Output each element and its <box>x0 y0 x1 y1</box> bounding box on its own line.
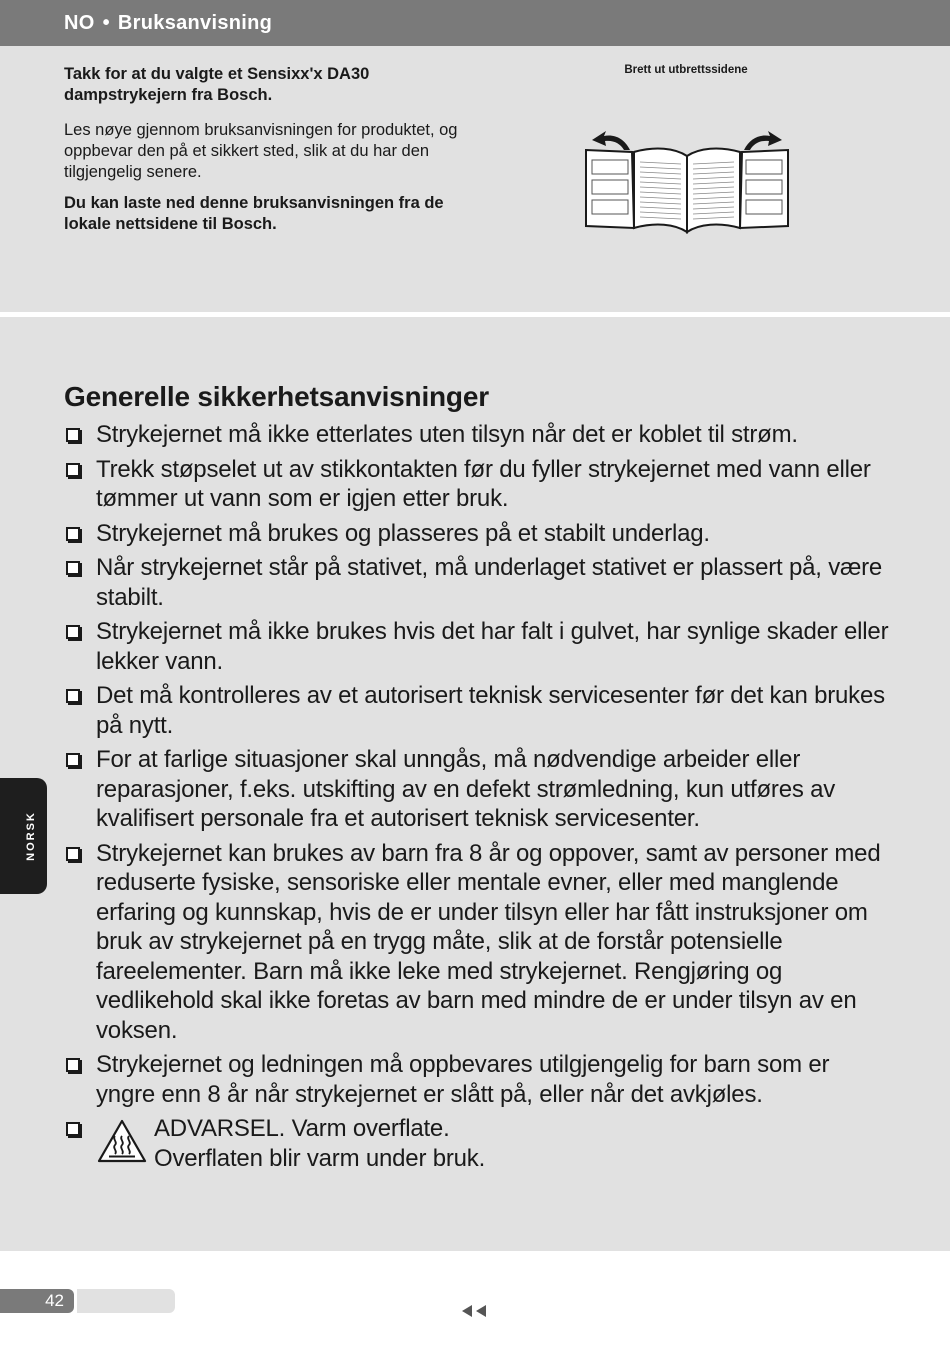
language-side-tab <box>0 778 47 894</box>
checkbox-icon <box>66 561 80 575</box>
fold-out-caption: Brett ut utbrettssidene <box>624 64 748 76</box>
intro-text-column <box>64 64 484 249</box>
warning-line-2: Overflaten blir varm under bruk. <box>154 1144 486 1172</box>
header-bar <box>0 0 950 46</box>
page-bar <box>77 1289 175 1313</box>
safety-list <box>64 420 894 1178</box>
intro-panel <box>0 46 950 312</box>
checkbox-icon <box>66 625 80 639</box>
list-item-text: Strykejernet må brukes og plasseres på et stabilt underlag. <box>96 519 710 547</box>
intro-thanks: Takk for at du valgte et Sensixx'x DA30 dampstrykejern fra Bosch. <box>64 65 370 104</box>
header-doc-title: Bruksanvisning <box>117 12 273 34</box>
checkbox-icon <box>66 428 80 442</box>
list-item <box>64 681 894 740</box>
list-item-text: Strykejernet må ikke brukes hvis det har falt i gulvet, har synlige skader eller lekker vann. <box>96 618 889 675</box>
hot-surface-warning-icon <box>96 1118 148 1164</box>
header-title <box>64 12 272 35</box>
warning-text <box>154 1114 485 1173</box>
checkbox-icon <box>66 753 80 767</box>
warning-line-1: ADVARSEL. Varm overflate. <box>154 1115 450 1142</box>
intro-read-carefully: Les nøye gjennom bruksanvisningen for produktet, og oppbevar den på et sikkert sted, slik at du har den tilgjengelig senere. <box>64 121 458 181</box>
header-lang-code: NO <box>64 12 95 34</box>
list-item-text: Strykejernet må ikke etterlates uten tilsyn når det er koblet til strøm. <box>96 421 798 448</box>
list-item-text: Trekk støpselet ut av stikkontakten før du fyller strykejernet med vann eller tømmer ut vann som er igjen etter bruk. <box>96 455 871 512</box>
warning-item <box>64 1114 894 1173</box>
list-item-text: Det må kontrolleres av et autorisert teknisk servicesenter før det kan brukes på nytt. <box>96 682 885 739</box>
list-item <box>64 455 894 514</box>
checkbox-icon <box>66 1122 80 1136</box>
checkbox-icon <box>66 527 80 541</box>
back-arrows-icon[interactable] <box>460 1303 488 1319</box>
header-separator: • <box>102 12 110 34</box>
checkbox-icon <box>66 689 80 703</box>
footer <box>0 1251 950 1348</box>
side-tab-label: NORSK <box>25 811 37 861</box>
checkbox-icon <box>66 847 80 861</box>
list-item <box>64 553 894 612</box>
list-item <box>64 1050 894 1109</box>
list-item <box>64 420 894 450</box>
list-item-text: For at farlige situasjoner skal unngås, må nødvendige arbeider eller reparasjoner, f.eks. utskifting av en defekt strømledning, kun utføres av kvalifisert personale fra et autorisert teknisk servicesenter. <box>96 746 836 832</box>
fold-left-arrow-icon <box>592 131 630 150</box>
list-item <box>64 519 894 549</box>
safety-title: Generelle sikkerhetsanvisninger <box>64 381 489 412</box>
safety-panel <box>0 317 950 1251</box>
list-item <box>64 839 894 1046</box>
fold-out-pages-illustration <box>580 128 794 234</box>
list-item-text: Strykejernet og ledningen må oppbevares utilgjengelig for barn som er yngre enn 8 år når strykejernet er slått på, eller når det avkjøles. <box>96 1051 830 1108</box>
checkbox-icon <box>66 463 80 477</box>
list-item <box>64 617 894 676</box>
fold-right-arrow-icon <box>744 131 782 150</box>
intro-download: Du kan laste ned denne bruksanvisningen fra de lokale nettsidene til Bosch. <box>64 194 444 233</box>
list-item-text: Strykejernet kan brukes av barn fra 8 år og oppover, samt av personer med reduserte fysiske, sensoriske eller mentale evner, eller med manglende erfaring og kunnskap, hvis de er under tilsyn eller har fått instruksjoner om bruk av strykejernet på en trygg måte, slik at de forstår potensielle fareelementer. Barn må ikke leke med strykejernet. Rengjøring og vedlikehold skal ikke foretas av barn med mindre de er under tilsyn av en voksen. <box>96 839 881 1044</box>
page-number: 42 <box>45 1291 64 1310</box>
page-number-box <box>0 1289 74 1313</box>
checkbox-icon <box>66 1058 80 1072</box>
list-item <box>64 745 894 834</box>
list-item-text: Når strykejernet står på stativet, må underlaget stativet er plassert på, være stabilt. <box>96 554 883 611</box>
